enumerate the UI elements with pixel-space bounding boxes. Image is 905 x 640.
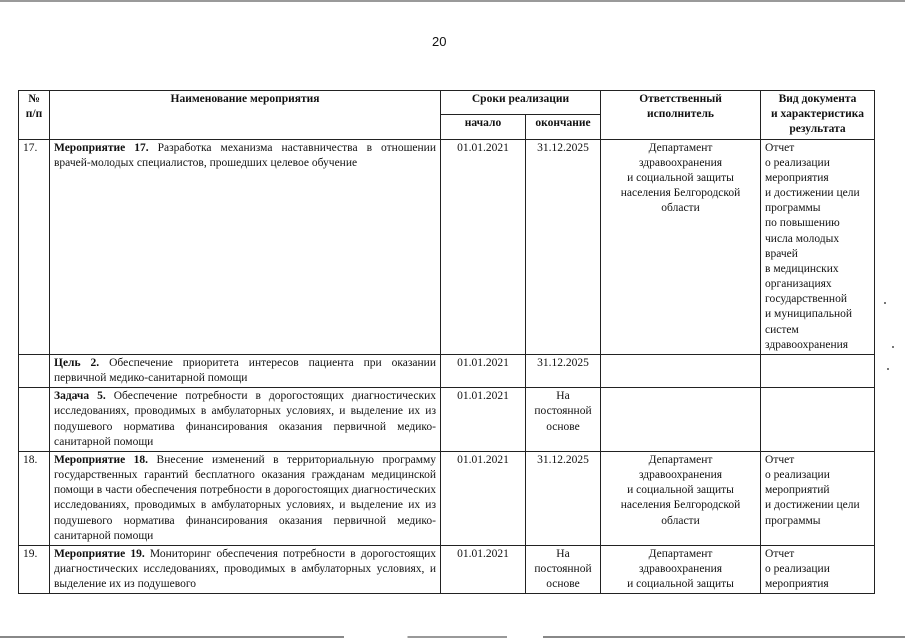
row-num [19, 388, 50, 452]
table-row [19, 139, 875, 354]
row-start: 01.01.2021 [441, 139, 526, 354]
scan-speck [884, 302, 886, 304]
scan-speck [892, 346, 894, 348]
table-row [19, 545, 875, 593]
measures-table [18, 90, 875, 594]
row-text: Мониторинг обеспечения потребности в дорогостоящих диагностических исследованиях, проводимых в амбулаторных условиях, и выделение их из подушевого [54, 547, 436, 591]
scan-edge-bottom [0, 636, 905, 638]
header-end: окончание [526, 115, 601, 139]
row-description [50, 388, 441, 452]
row-responsible: Департамент здравоохранения и социальной защиты населения Белгородской области [601, 139, 761, 354]
row-description-clip [54, 547, 436, 592]
table-row [19, 354, 875, 387]
row-title: Мероприятие 19. [54, 547, 145, 560]
row-num: 17. [19, 139, 50, 354]
scan-edge-top [0, 0, 905, 2]
row-description [50, 545, 441, 593]
row-description [50, 451, 441, 545]
row-description [50, 354, 441, 387]
table-header-row [19, 91, 875, 115]
scan-speck [887, 368, 889, 370]
row-title: Мероприятие 18. [54, 453, 149, 466]
row-end-clip: На постоянной основе [534, 547, 592, 591]
row-end: 31.12.2025 [526, 451, 601, 545]
row-responsible [601, 545, 761, 593]
row-doc [761, 545, 875, 593]
row-end: 31.12.2025 [526, 354, 601, 387]
row-end: На постоянной основе [526, 388, 601, 452]
table-row [19, 388, 875, 452]
row-description [50, 139, 441, 354]
row-start: 01.01.2021 [441, 451, 526, 545]
row-text: Обеспечение потребности в дорогостоящих диагностических исследованиях, проводимых в амбулаторных условиях, и выделение их из подушевого норматива финансирования оказания первичной медико-санитарной помощи [54, 390, 437, 448]
row-title: Мероприятие 17. [54, 141, 149, 154]
row-num [19, 354, 50, 387]
row-start-clip: 01.01.2021 [457, 547, 509, 560]
row-start: 01.01.2021 [441, 354, 526, 387]
row-text: Внесение изменений в территориальную программу государственных гарантий бесплатного оказания гражданам медицинской помощи в части обеспечения потребности в дорогостоящих диагностических исследованиях, проводимых в амбулаторных условиях, и выделение их из подушевого норматива финансирования оказания первичной медико-санитарной помощи [54, 453, 437, 542]
row-doc: Отчет о реализации мероприятия и достижении цели программы по повышению числа молодых врачей в медицинских организациях государственной и муниципальной систем здравоохранения [761, 139, 875, 354]
row-doc [761, 388, 875, 452]
row-start: 01.01.2021 [441, 388, 526, 452]
row-end: 31.12.2025 [526, 139, 601, 354]
row-num: 19. [19, 545, 50, 593]
row-doc [761, 354, 875, 387]
row-responsible [601, 354, 761, 387]
header-start: начало [441, 115, 526, 139]
row-responsible: Департамент здравоохранения и социальной защиты населения Белгородской области [601, 451, 761, 545]
header-doc-type: Вид документа и характеристика результата [761, 91, 875, 140]
row-title: Задача 5. [54, 390, 106, 403]
header-period: Сроки реализации [441, 91, 601, 115]
row-doc-clip: Отчет о реализации мероприятия [765, 547, 830, 591]
row-responsible-clip: Департамент здравоохранения и социальной защиты [627, 547, 734, 591]
header-responsible: Ответственный исполнитель [601, 91, 761, 140]
row-responsible [601, 388, 761, 452]
header-num: № п/п [19, 91, 50, 140]
page-number: 20 [432, 34, 447, 49]
row-num: 18. [19, 451, 50, 545]
row-start [441, 545, 526, 593]
header-name: Наименование мероприятия [50, 91, 441, 140]
row-title: Цель 2. [54, 356, 100, 369]
row-doc: Отчет о реализации мероприятий и достижении цели программы [761, 451, 875, 545]
row-text: Обеспечение приоритета интересов пациента при оказании первичной медико-санитарной помощи [54, 356, 436, 385]
row-end [526, 545, 601, 593]
table-row [19, 451, 875, 545]
row-text: Разработка механизма наставничества в отношении врачей-молодых специалистов, прошедших целевое обучение [54, 141, 436, 169]
